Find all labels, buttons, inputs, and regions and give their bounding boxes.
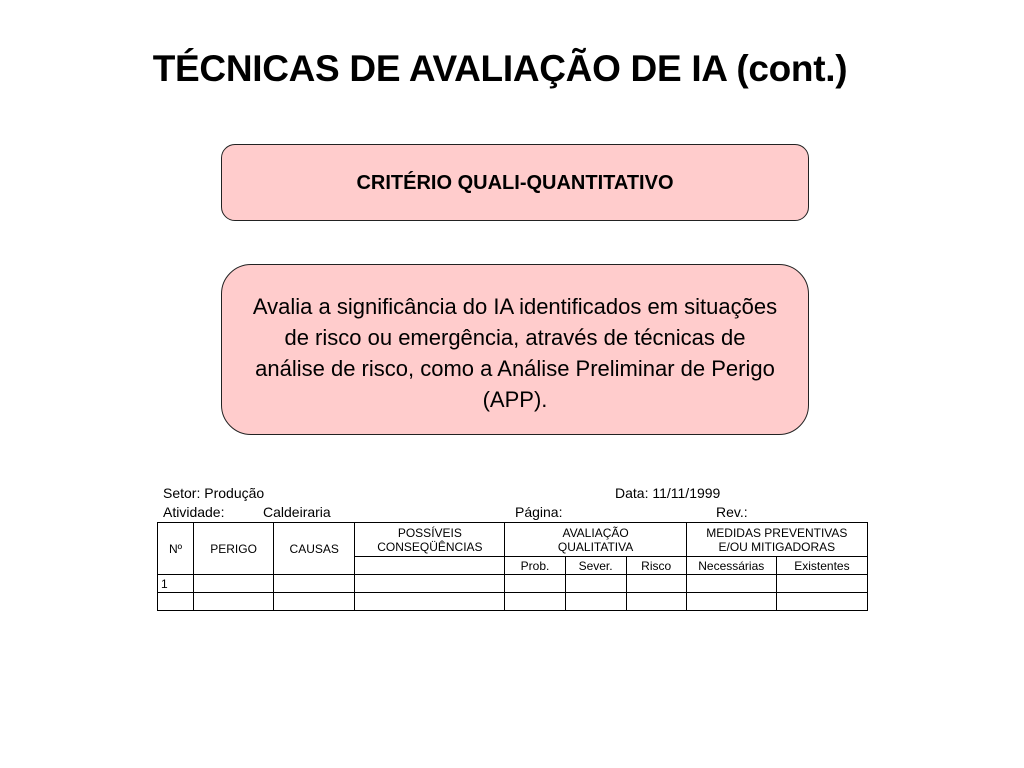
subheader-sever: Sever. (565, 557, 626, 575)
header-avaliacao (505, 523, 686, 557)
row-number: 1 (158, 575, 194, 593)
header-medidas-line1: MEDIDAS PREVENTIVAS (706, 525, 848, 540)
slide-title: TÉCNICAS DE AVALIAÇÃO DE IA (cont.) (152, 48, 848, 89)
table-cell (686, 575, 776, 593)
table-cell (194, 593, 274, 611)
form-setor: Setor: Produção (163, 485, 265, 501)
table-cell (355, 575, 505, 593)
table-row (158, 575, 868, 593)
row-number (158, 593, 194, 611)
description-box: Avalia a significância do IA identificados em situações de risco ou emergência, através de técnicas de análise de risco, como a Análise Preliminar de Perigo (APP). (221, 264, 809, 435)
app-form-table (157, 522, 868, 611)
table-cell (565, 575, 626, 593)
header-causas: CAUSAS (274, 523, 355, 575)
table-cell (626, 593, 686, 611)
table-cell (274, 593, 355, 611)
form-atividade-label: Atividade: (163, 504, 225, 520)
table-cell (194, 575, 274, 593)
table-cell (355, 593, 505, 611)
table-cell (686, 593, 776, 611)
header-medidas (686, 523, 867, 557)
table-cell (626, 575, 686, 593)
header-avaliacao-line1: AVALIAÇÃO (562, 525, 629, 540)
form-rev: Rev.: (716, 504, 748, 520)
form-data: Data: 11/11/1999 (615, 485, 721, 501)
header-medidas-line2: E/OU MITIGADORAS (718, 539, 836, 554)
table-cell (505, 575, 565, 593)
criterion-box: CRITÉRIO QUALI-QUANTITATIVO (221, 144, 809, 221)
table-row (158, 593, 868, 611)
header-perigo: PERIGO (194, 523, 274, 575)
subheader-existentes: Existentes (776, 557, 867, 575)
subheader-necessarias: Necessárias (686, 557, 776, 575)
header-consequencias-blank (355, 557, 505, 575)
form-pagina: Página: (515, 504, 563, 520)
table-cell (274, 575, 355, 593)
table-cell (505, 593, 565, 611)
header-consequencias-line1: POSSÍVEIS (397, 525, 462, 540)
header-consequencias (355, 523, 505, 557)
subheader-risco: Risco (626, 557, 686, 575)
table-cell (776, 593, 867, 611)
header-avaliacao-line2: QUALITATIVA (557, 539, 634, 554)
header-consequencias-line2: CONSEQÜÊNCIAS (377, 539, 483, 554)
table-cell (565, 593, 626, 611)
header-numero: Nº (158, 523, 194, 575)
form-atividade-value: Caldeiraria (263, 504, 331, 520)
table-cell (776, 575, 867, 593)
subheader-prob: Prob. (505, 557, 565, 575)
